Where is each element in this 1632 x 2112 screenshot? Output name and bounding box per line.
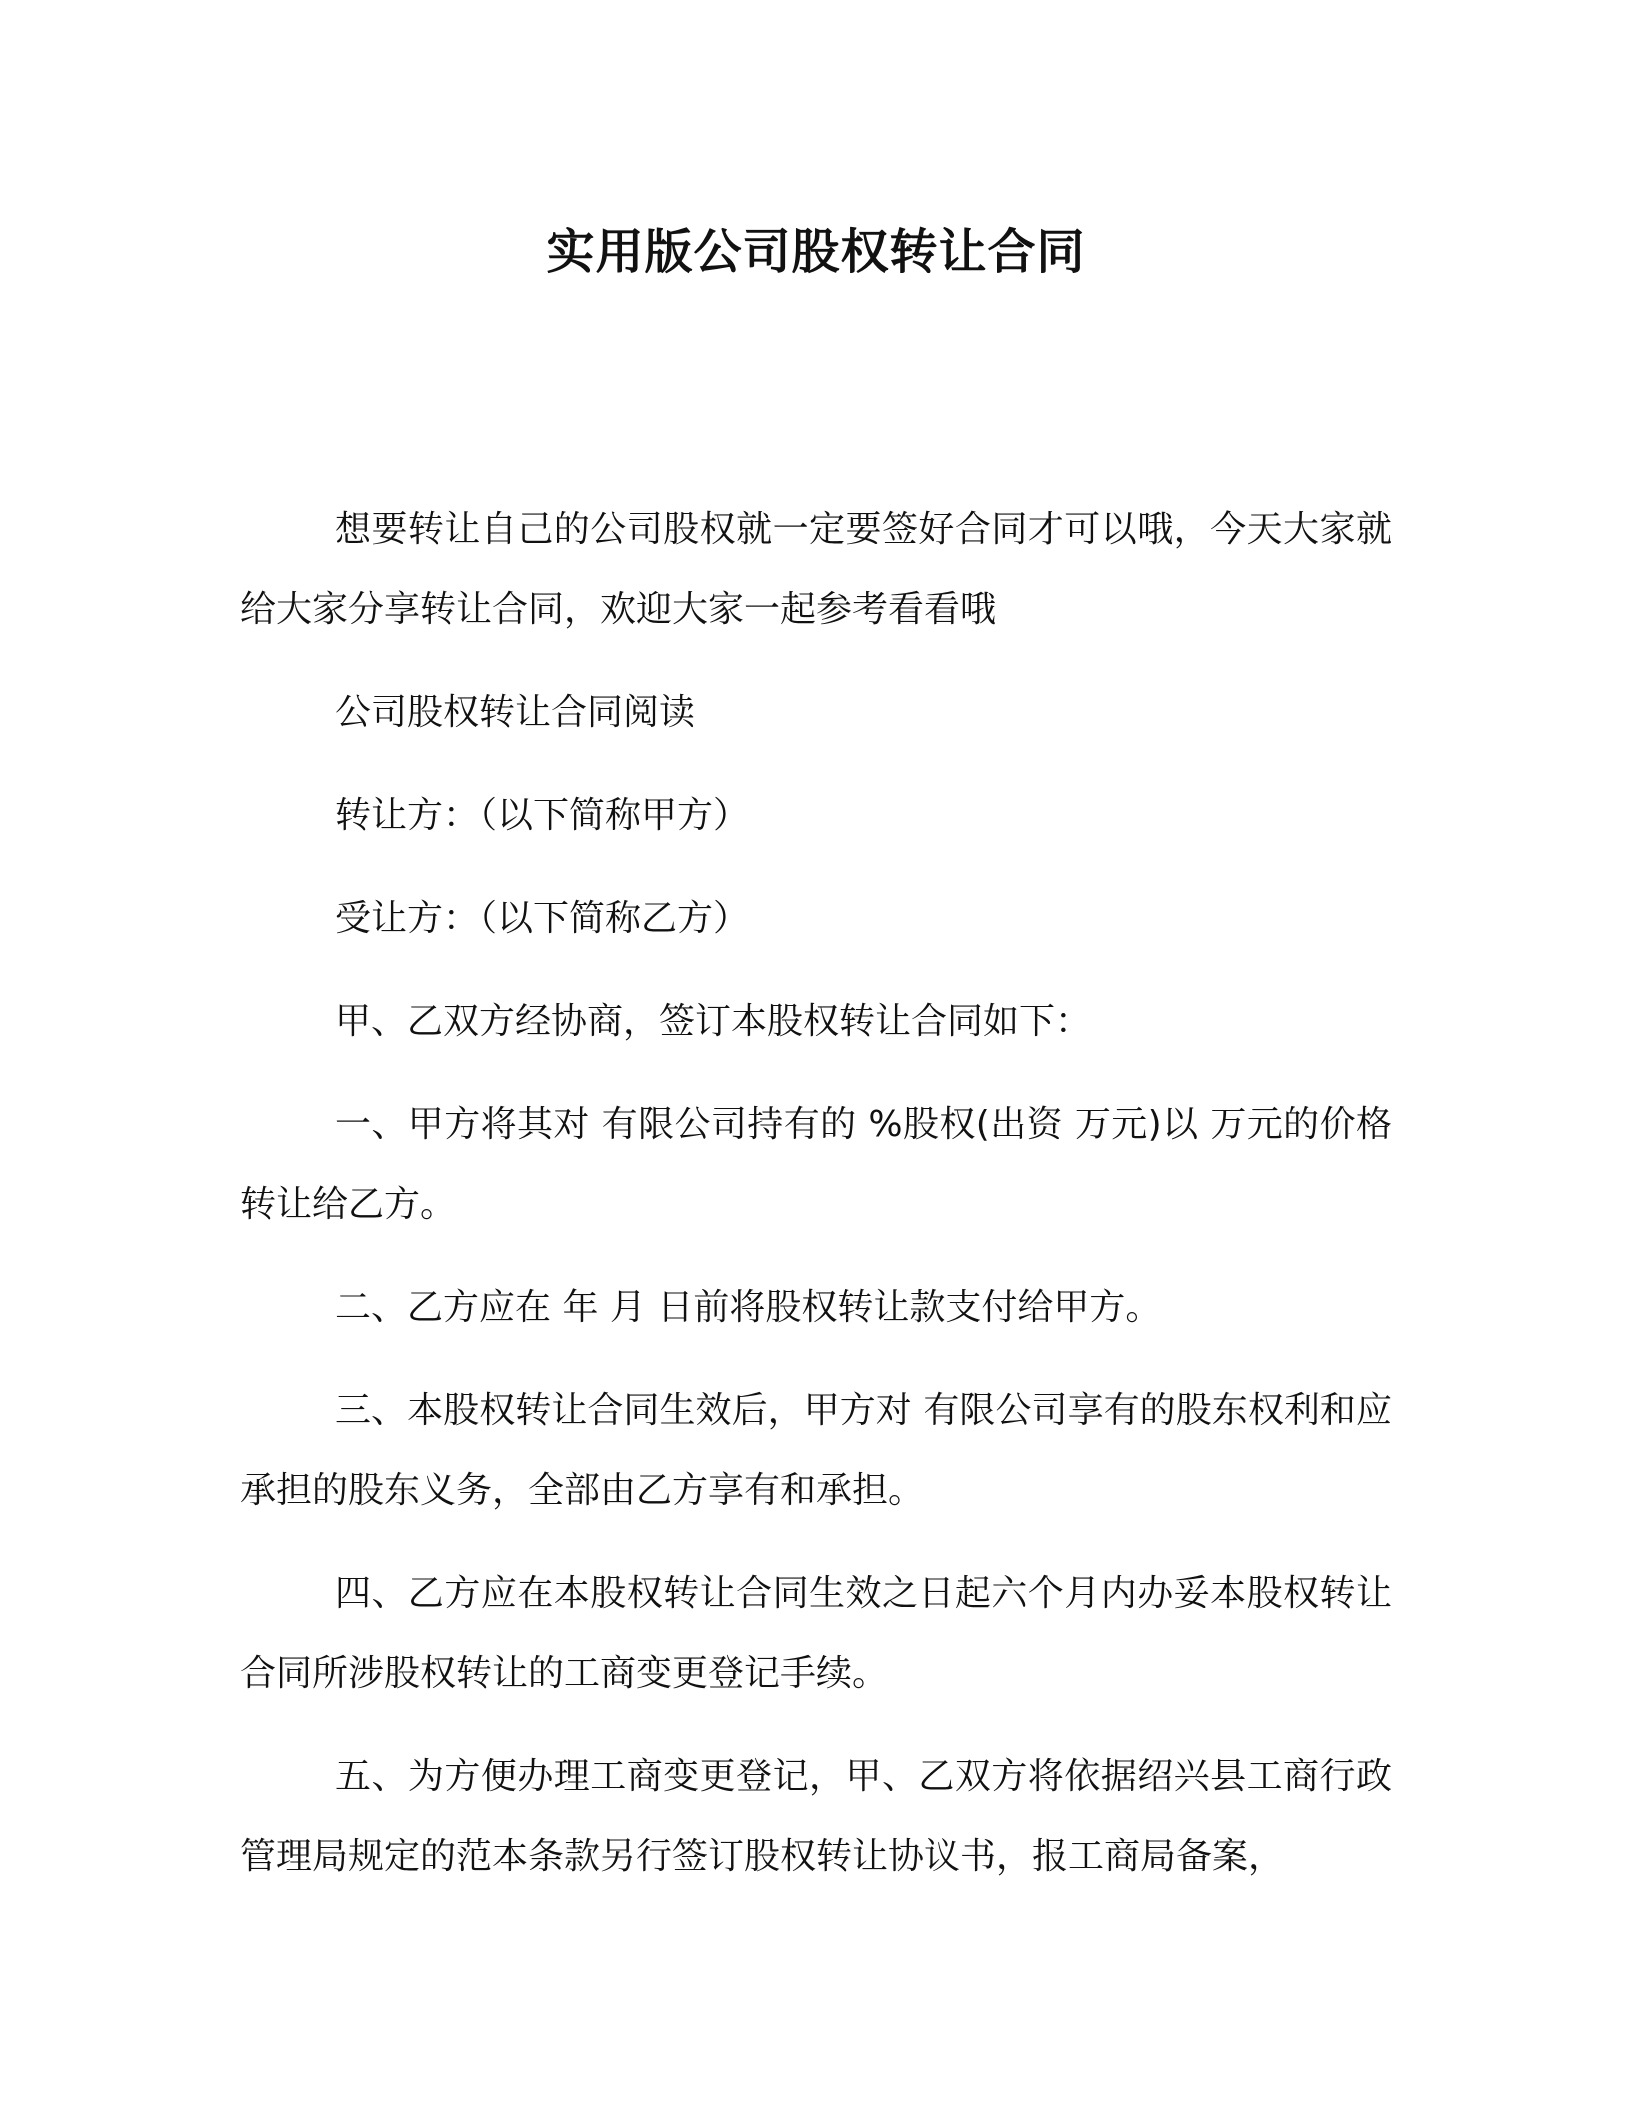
agreement-preamble: 甲、乙双方经协商，签订本股权转让合同如下： xyxy=(335,1001,1092,1042)
document-title: 实用版公司股权转让合同 xyxy=(546,224,1086,280)
transferor-line: 转让方：（以下简称甲方） xyxy=(335,795,750,836)
clause-4: 四、乙方应在本股权转让合同生效之日起六个月内办妥本股权转让合同所涉股权转让的工商变更登记手续。 xyxy=(240,1573,1392,1694)
clause-1: 一、甲方将其对 有限公司持有的 %股权(出资 万元)以 万元的价格转让给乙方。 xyxy=(240,1104,1392,1225)
clause-5: 五、为方便办理工商变更登记，甲、乙双方将依据绍兴县工商行政管理局规定的范本条款另行签订股权转让协议书，报工商局备案， xyxy=(240,1756,1392,1877)
intro-paragraph: 想要转让自己的公司股权就一定要签好合同才可以哦，今天大家就给大家分享转让合同，欢迎大家一起参考看看哦 xyxy=(240,509,1392,630)
clause-3: 三、本股权转让合同生效后，甲方对 有限公司享有的股东权利和应承担的股东义务，全部由乙方享有和承担。 xyxy=(240,1390,1392,1511)
contract-heading: 公司股权转让合同阅读 xyxy=(335,692,696,733)
document-body xyxy=(240,490,1392,1920)
clause-2: 二、乙方应在 年 月 日前将股权转让款支付给甲方。 xyxy=(335,1287,1162,1328)
transferee-line: 受让方：（以下简称乙方） xyxy=(335,898,750,939)
